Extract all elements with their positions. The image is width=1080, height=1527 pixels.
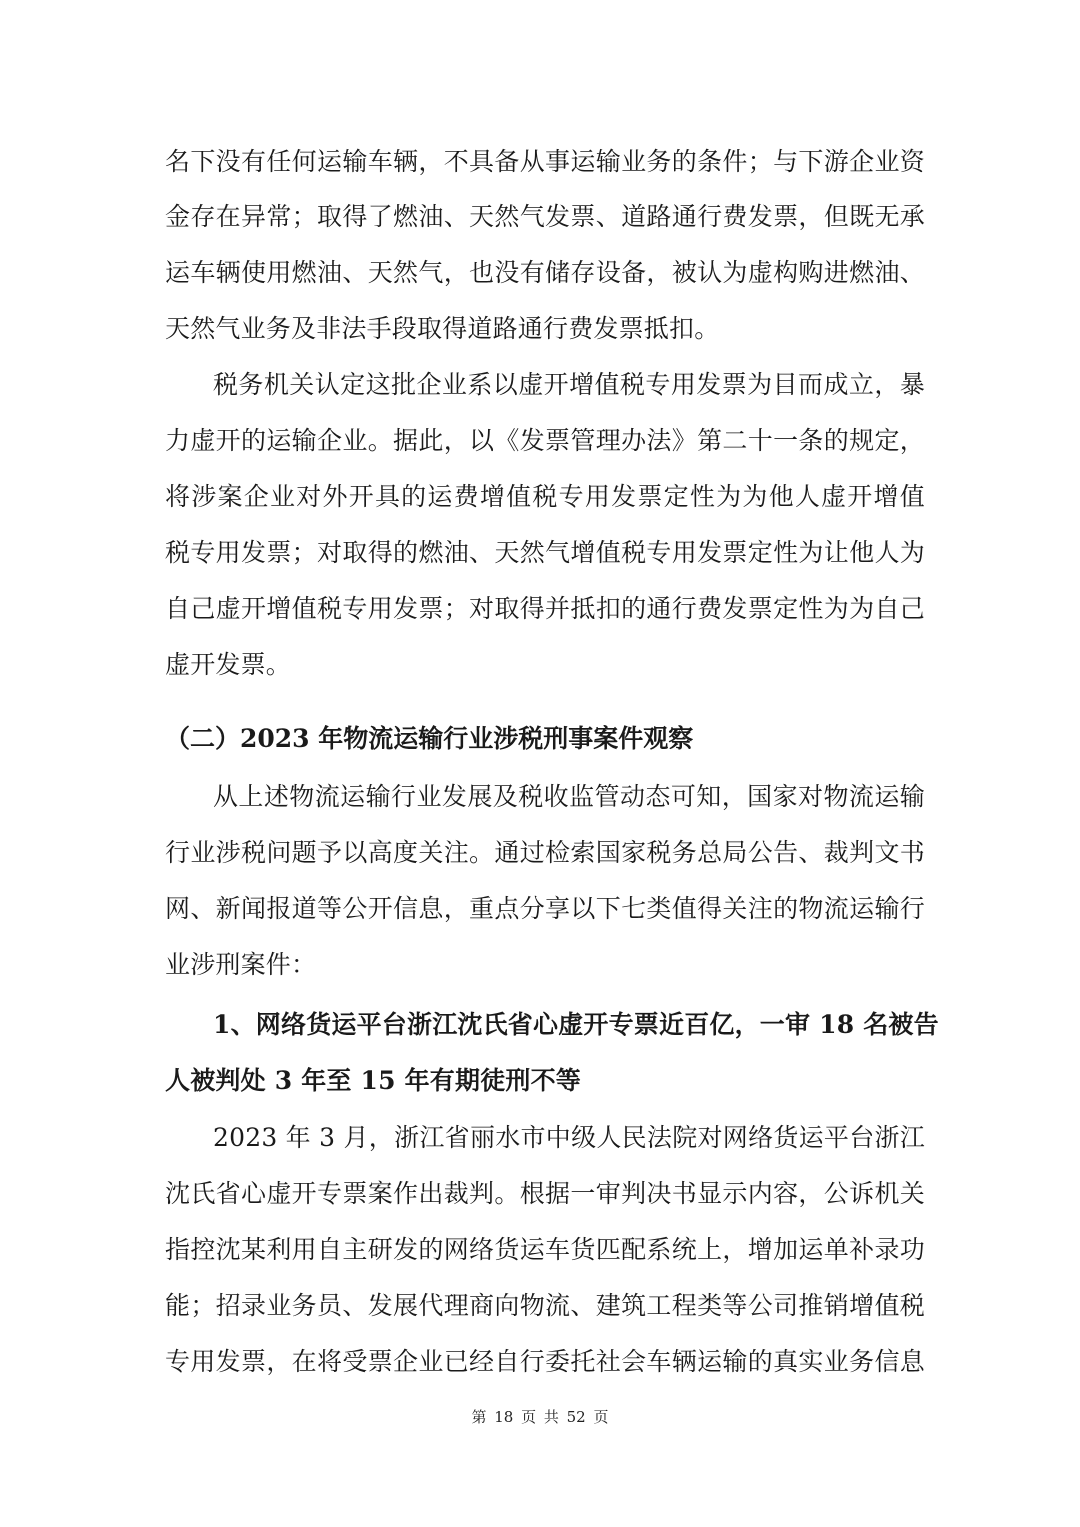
paragraph-4-line-3: 指控沈某利用自主研发的网络货运车货匹配系统上，增加运单补录功 — [165, 1235, 925, 1264]
paragraph-1-line-3: 运车辆使用燃油、天然气，也没有储存设备，被认为虚构购进燃油、 — [165, 258, 925, 287]
paragraph-4-line-2: 沈氏省心虚开专票案作出裁判。根据一审判决书显示内容，公诉机关 — [165, 1179, 925, 1208]
paragraph-3-line-1: 从上述物流运输行业发展及税收监管动态可知，国家对物流运输 — [213, 782, 925, 811]
paragraph-4-line-5: 专用发票，在将受票企业已经自行委托社会车辆运输的真实业务信息 — [165, 1347, 925, 1376]
paragraph-2-line-6: 虚开发票。 — [165, 650, 292, 679]
paragraph-3-line-2: 行业涉税问题予以高度关注。通过检索国家税务总局公告、裁判文书 — [165, 838, 925, 867]
section-heading: （二）2023 年物流运输行业涉税刑事案件观察 — [165, 724, 694, 753]
paragraph-2-line-1: 税务机关认定这批企业系以虚开增值税专用发票为目而成立，暴 — [213, 370, 925, 399]
paragraph-4-line-4: 能；招录业务员、发展代理商向物流、建筑工程类等公司推销增值税 — [165, 1291, 925, 1320]
paragraph-1-line-4: 天然气业务及非法手段取得道路通行费发票抵扣。 — [165, 314, 720, 343]
paragraph-2-line-3: 将涉案企业对外开具的运费增值税专用发票定性为为他人虚开增值 — [165, 482, 925, 511]
paragraph-1-line-1: 名下没有任何运输车辆，不具备从事运输业务的条件；与下游企业资 — [165, 147, 925, 176]
case-heading-line-2: 人被判处 3 年至 15 年有期徒刑不等 — [165, 1066, 582, 1095]
paragraph-4-line-1: 2023 年 3 月，浙江省丽水市中级人民法院对网络货运平台浙江 — [213, 1123, 925, 1152]
paragraph-3-line-3: 网、新闻报道等公开信息，重点分享以下七类值得关注的物流运输行 — [165, 894, 925, 923]
paragraph-1-line-2: 金存在异常；取得了燃油、天然气发票、道路通行费发票，但既无承 — [165, 202, 925, 231]
paragraph-2-line-2: 力虚开的运输企业。据此，以《发票管理办法》第二十一条的规定， — [165, 426, 925, 455]
paragraph-2-line-4: 税专用发票；对取得的燃油、天然气增值税专用发票定性为让他人为 — [165, 538, 925, 567]
page-number-footer: 第 18 页 共 52 页 — [471, 1408, 609, 1426]
case-heading-line-1: 1、网络货运平台浙江沈氏省心虚开专票近百亿，一审 18 名被告 — [213, 1010, 939, 1039]
paragraph-2-line-5: 自己虚开增值税专用发票；对取得并抵扣的通行费发票定性为为自己 — [165, 594, 925, 623]
paragraph-3-line-4: 业涉刑案件： — [165, 950, 317, 979]
